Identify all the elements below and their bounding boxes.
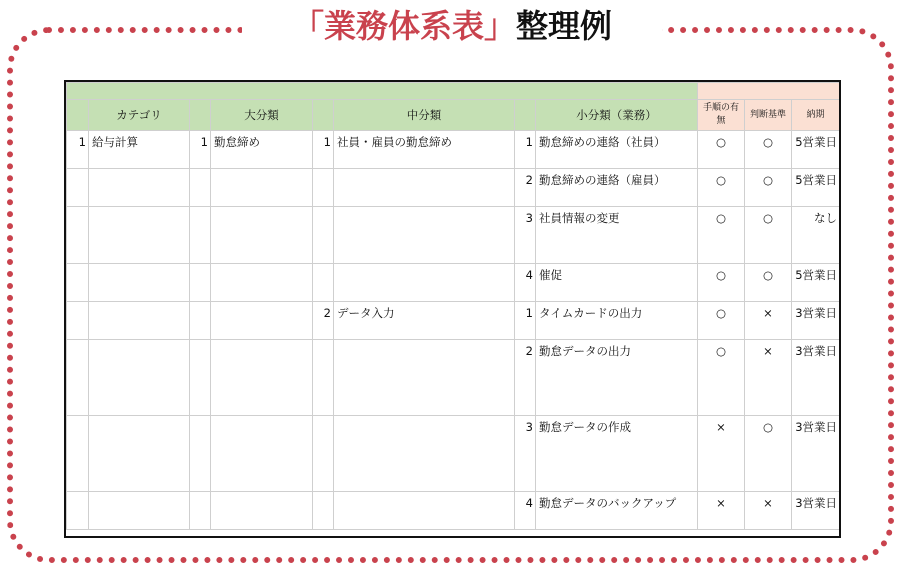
header-middle: 中分類: [334, 100, 515, 131]
category-number-cell: [67, 492, 89, 530]
table-row: [67, 131, 840, 169]
major-number-cell: 1: [190, 131, 211, 169]
minor-cell: 勤怠データの作成: [536, 416, 698, 492]
minor-cell: 勤怠締めの連絡（雇員）: [536, 169, 698, 207]
header-category: カテゴリ: [89, 100, 190, 131]
procedure-mark-cell: ○: [698, 131, 745, 169]
major-cell: [211, 207, 313, 264]
procedure-mark-cell: ○: [698, 207, 745, 264]
header-procedure: 手順の有無: [698, 100, 745, 131]
table-row: [67, 416, 840, 492]
major-cell: [211, 302, 313, 340]
minor-number-cell: 2: [515, 340, 536, 416]
middle-cell: データ入力: [334, 302, 515, 340]
major-number-cell: [190, 302, 211, 340]
middle-cell: [334, 169, 515, 207]
header-deadline: 納期: [792, 100, 840, 131]
category-cell: 給与計算: [89, 131, 190, 169]
header-cell: [67, 100, 89, 131]
page-title: [242, 2, 662, 50]
header-band: [67, 83, 840, 100]
minor-cell: タイムカードの出力: [536, 302, 698, 340]
criteria-mark-cell: ○: [745, 207, 792, 264]
title-main: 「業務体系表」: [291, 7, 516, 45]
deadline-cell: 5営業日: [792, 131, 840, 169]
middle-cell: [334, 264, 515, 302]
category-number-cell: [67, 302, 89, 340]
deadline-cell: 3営業日: [792, 492, 840, 530]
deadline-cell: 5営業日: [792, 169, 840, 207]
table-row: [67, 169, 840, 207]
band-green: [67, 83, 698, 100]
deadline-cell: 3営業日: [792, 416, 840, 492]
header-cell: [313, 100, 334, 131]
middle-number-cell: [313, 492, 334, 530]
middle-number-cell: [313, 169, 334, 207]
header-major: 大分類: [211, 100, 313, 131]
criteria-mark-cell: ○: [745, 169, 792, 207]
category-cell: [89, 169, 190, 207]
business-system-table: [64, 80, 841, 538]
category-number-cell: [67, 207, 89, 264]
minor-number-cell: 4: [515, 264, 536, 302]
table-row: [67, 264, 840, 302]
procedure-mark-cell: ×: [698, 416, 745, 492]
minor-cell: 勤怠データの出力: [536, 340, 698, 416]
minor-number-cell: 4: [515, 492, 536, 530]
minor-number-cell: 2: [515, 169, 536, 207]
category-cell: [89, 340, 190, 416]
category-cell: [89, 302, 190, 340]
header-row: [67, 100, 840, 131]
major-cell: [211, 169, 313, 207]
minor-number-cell: 3: [515, 207, 536, 264]
middle-number-cell: [313, 416, 334, 492]
header-criteria: 判断基準: [745, 100, 792, 131]
middle-cell: [334, 492, 515, 530]
major-cell: 勤怠締め: [211, 131, 313, 169]
deadline-cell: 5営業日: [792, 264, 840, 302]
table-row: [67, 340, 840, 416]
major-number-cell: [190, 169, 211, 207]
table-row: [67, 302, 840, 340]
middle-number-cell: 1: [313, 131, 334, 169]
minor-number-cell: 1: [515, 131, 536, 169]
table-row: [67, 207, 840, 264]
procedure-mark-cell: ○: [698, 169, 745, 207]
category-cell: [89, 264, 190, 302]
middle-number-cell: 2: [313, 302, 334, 340]
header-cell: [515, 100, 536, 131]
minor-number-cell: 3: [515, 416, 536, 492]
major-number-cell: [190, 207, 211, 264]
procedure-mark-cell: ○: [698, 302, 745, 340]
major-number-cell: [190, 264, 211, 302]
table: [66, 82, 840, 530]
deadline-cell: 3営業日: [792, 340, 840, 416]
middle-number-cell: [313, 207, 334, 264]
procedure-mark-cell: ○: [698, 264, 745, 302]
category-number-cell: [67, 169, 89, 207]
header-cell: [190, 100, 211, 131]
category-number-cell: [67, 264, 89, 302]
procedure-mark-cell: ○: [698, 340, 745, 416]
category-number-cell: 1: [67, 131, 89, 169]
major-number-cell: [190, 492, 211, 530]
middle-cell: [334, 340, 515, 416]
title-suffix: 整理例: [516, 7, 613, 45]
major-number-cell: [190, 416, 211, 492]
category-cell: [89, 492, 190, 530]
minor-cell: 勤怠データのバックアップ: [536, 492, 698, 530]
category-cell: [89, 207, 190, 264]
criteria-mark-cell: ×: [745, 340, 792, 416]
major-cell: [211, 492, 313, 530]
deadline-cell: なし: [792, 207, 840, 264]
table-row: [67, 492, 840, 530]
middle-cell: 社員・雇員の勤怠締め: [334, 131, 515, 169]
category-cell: [89, 416, 190, 492]
criteria-mark-cell: ×: [745, 492, 792, 530]
major-cell: [211, 340, 313, 416]
procedure-mark-cell: ×: [698, 492, 745, 530]
minor-number-cell: 1: [515, 302, 536, 340]
major-cell: [211, 416, 313, 492]
criteria-mark-cell: ○: [745, 416, 792, 492]
major-cell: [211, 264, 313, 302]
header-minor: 小分類（業務）: [536, 100, 698, 131]
middle-cell: [334, 207, 515, 264]
criteria-mark-cell: ×: [745, 302, 792, 340]
middle-number-cell: [313, 340, 334, 416]
minor-cell: 催促: [536, 264, 698, 302]
minor-cell: 社員情報の変更: [536, 207, 698, 264]
deadline-cell: 3営業日: [792, 302, 840, 340]
band-peach: [698, 83, 840, 100]
category-number-cell: [67, 416, 89, 492]
middle-number-cell: [313, 264, 334, 302]
category-number-cell: [67, 340, 89, 416]
middle-cell: [334, 416, 515, 492]
criteria-mark-cell: ○: [745, 264, 792, 302]
minor-cell: 勤怠締めの連絡（社員）: [536, 131, 698, 169]
criteria-mark-cell: ○: [745, 131, 792, 169]
major-number-cell: [190, 340, 211, 416]
